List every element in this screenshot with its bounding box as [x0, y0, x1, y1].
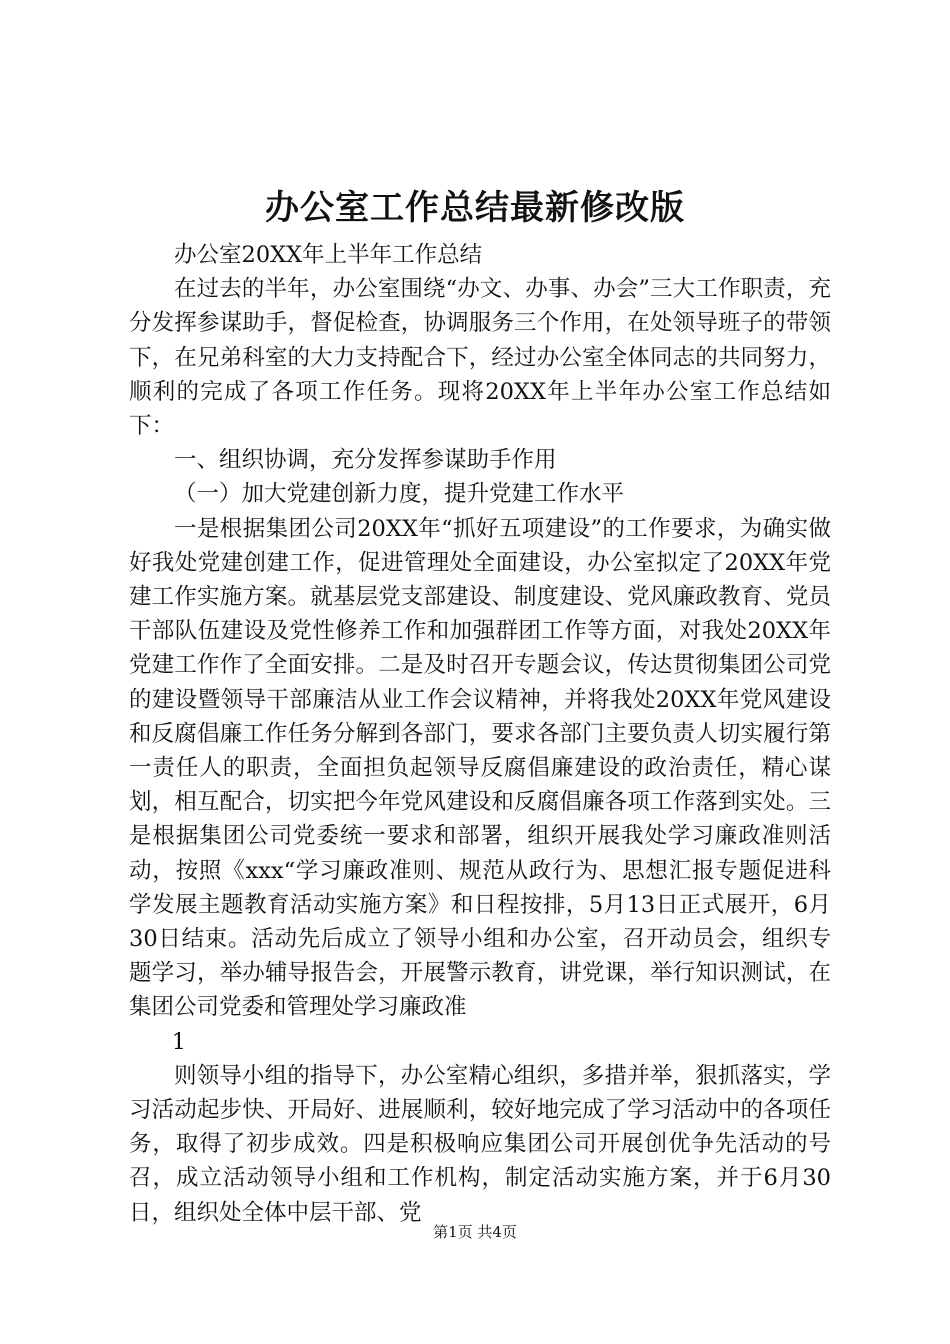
- paragraph-main: 一是根据集团公司20XX年“抓好五项建设”的工作要求，为确实做好我处党建创建工作，促进管理处全面建设，办公室拟定了20XX年党建工作实施方案。就基层党支部建设、制度建设、党风廉政教育、党员干部队伍建设及党性修养工作和加强群团工作等方面，对我处20XX年党建工作作了全面安排。二是及时召开专题会议，传达贯彻集团公司党的建设暨领导干部廉洁从业工作会议精神，并将我处20XX年党风建设和反腐倡廉工作任务分解到各部门，要求各部门主要负责人切实履行第一责任人的职责，全面担负起领导反腐倡廉建设的政治责任，精心谋划，相互配合，切实把今年党风建设和反腐倡廉各项工作落到实处。三是根据集团公司党委统一要求和部署，组织开展我处学习廉政准则活动，按照《xxx“学习廉政准则、规范从政行为、思想汇报专题促进科学发展主题教育活动实施方案》和日程按排，5月13日正式展开，6月30日结束。活动先后成立了领导小组和办公室，召开动员会，组织专题学习，举办辅导报告会，开展警示教育，讲党课，举行知识测试，在集团公司党委和管理处学习廉政准: [129, 515, 831, 1021]
- document-body: [129, 238, 831, 1230]
- subsection-heading: （一）加大党建创新力度，提升党建工作水平: [174, 481, 625, 508]
- paragraph-intro: 在过去的半年，办公室围绕“办文、办事、办会”三大工作职责，充分发挥参谋助手，督促检查，协调服务三个作用，在处领导班子的带领下，在兄弟科室的大力支持配合下，经过办公室全体同志的共同努力，顺利的完成了各项工作任务。现将20XX年上半年办公室工作总结如下：: [129, 276, 831, 440]
- paragraph-subtitle: 办公室20XX年上半年工作总结: [174, 242, 483, 268]
- document-title: 办公室工作总结最新修改版: [265, 188, 685, 228]
- page-footer: 第1页 共4页: [433, 1223, 517, 1241]
- section-heading: 一、组织协调，充分发挥参谋助手作用: [174, 447, 557, 474]
- inline-page-number: 1: [171, 1028, 187, 1055]
- paragraph-continued: 则领导小组的指导下，办公室精心组织，多措并举，狠抓落实，学习活动起步快、开局好、进展顺利，较好地完成了学习活动中的各项任务，取得了初步成效。四是积极响应集团公司开展创优争先活动的号召，成立活动领导小组和工作机构，制定活动实施方案，并于6月30日，组织处全体中层干部、党: [129, 1062, 831, 1226]
